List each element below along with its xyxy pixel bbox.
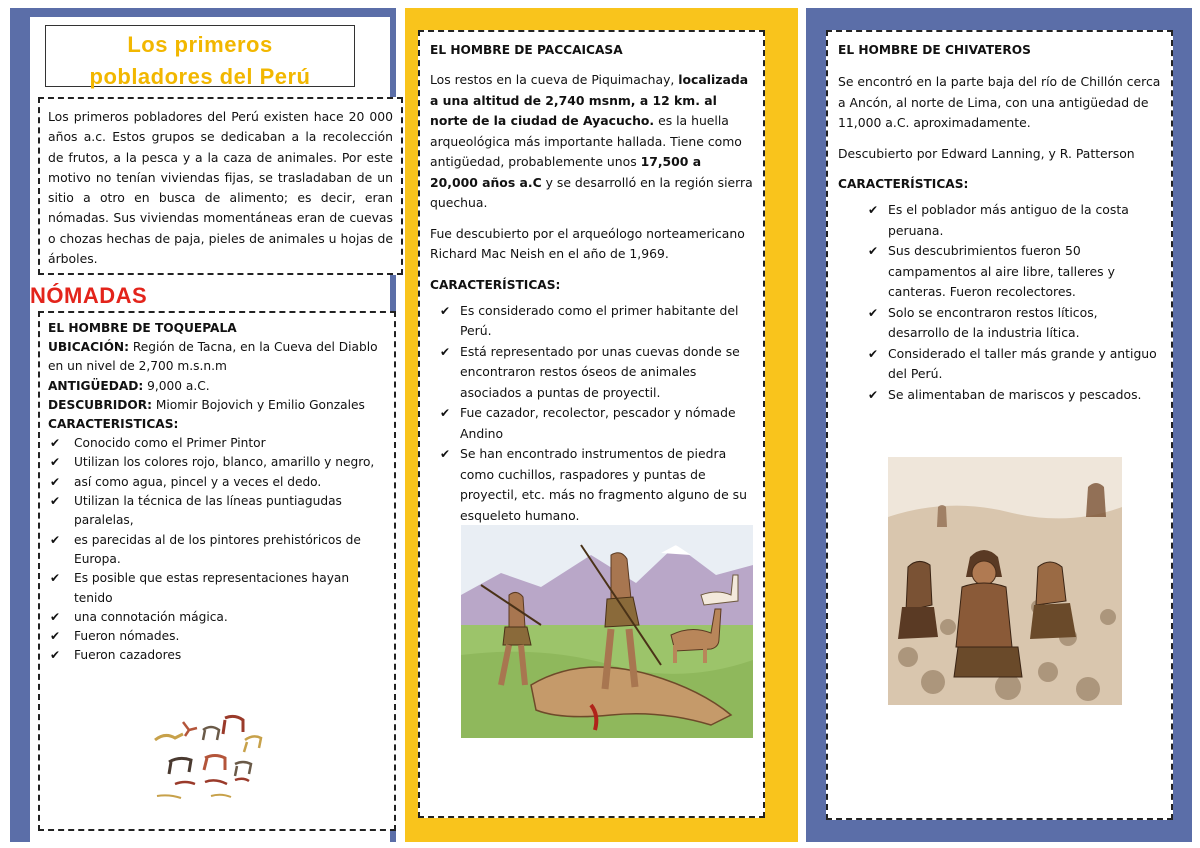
toquepala-descubridor: DESCUBRIDOR: Miomir Bojovich y Emilio Gonzales bbox=[48, 397, 365, 412]
check-icon: ✔ bbox=[50, 455, 61, 470]
stone-workshop-illustration bbox=[888, 457, 1122, 705]
paccaicasa-paragraph-1: Los restos en la cueva de Piquimachay, localizada a una altitud de 2,740 msnm, a 12 km. al norte de la ciudad de Ayacucho. es la huella arqueológica más importante hallada. Tiene como antigüedad, probablemente unos 17,500 a 20,000 años a.C y se desarrolló en la región sierra quechua. bbox=[430, 72, 753, 210]
toquepala-caracteristicas-label: CARACTERISTICAS: bbox=[48, 417, 179, 432]
list-item: ✔ Considerado el taller más grande y antiguo del Perú. bbox=[868, 345, 1157, 381]
toquepala-ubicacion-cont: en un nivel de 2,700 m.s.n.m bbox=[48, 359, 227, 374]
toquepala-characteristics-list bbox=[48, 434, 386, 666]
list-item: ✔ Fue cazador, recolector, pescador y nómade Andino bbox=[440, 405, 736, 441]
chivateros-characteristics-list bbox=[858, 200, 1161, 405]
check-icon: ✔ bbox=[868, 203, 879, 217]
brochure-title-box bbox=[45, 25, 355, 87]
chivateros-title: EL HOMBRE DE CHIVATEROS bbox=[838, 43, 1031, 57]
list-item: ✔ Es el poblador más antiguo de la costa peruana. bbox=[868, 202, 1129, 238]
hunters-illustration bbox=[461, 525, 753, 738]
list-item: ✔ una connotación mágica. bbox=[48, 608, 386, 627]
brochure-title-line-1: Los primeros bbox=[127, 32, 273, 57]
chivateros-paragraph-2: Descubierto por Edward Lanning, y R. Patterson bbox=[838, 145, 1135, 161]
intro-box bbox=[38, 97, 403, 275]
intro-text: Los primeros pobladores del Perú existen hace 20 000 años a.c. Estos grupos se dedicaban a la recolección de frutos, a la pesca y a la caza de animales. Por este motivo no tenían viviendas fijas, se trasladaban de un sitio a otro en busca de alimento; es decir, eran nómadas. Sus viviendas momentáneas eran de cuevas o chozas hechas de paja, pieles de animales u hojas de árboles. bbox=[48, 109, 393, 267]
list-item: ✔ Solo se encontraron restos líticos, desarrollo de la industria lítica. bbox=[868, 304, 1098, 340]
check-icon: ✔ bbox=[50, 629, 61, 644]
paccaicasa-paragraph-2: Fue descubierto por el arqueólogo norteamericano Richard Mac Neish en el año de 1,969. bbox=[430, 225, 745, 261]
toquepala-ubicacion: UBICACIÓN: Región de Tacna, en la Cueva del Diablo bbox=[48, 340, 378, 354]
check-icon: ✔ bbox=[50, 532, 61, 547]
paccaicasa-characteristics-list bbox=[430, 301, 753, 527]
list-item: ✔ Utilizan la técnica de las líneas puntiagudas paralelas, bbox=[50, 494, 342, 528]
check-icon: ✔ bbox=[868, 346, 879, 361]
list-item: ✔ Es considerado como el primer habitante del Perú. bbox=[440, 302, 739, 338]
check-icon: ✔ bbox=[440, 303, 451, 318]
cave-painting-illustration bbox=[145, 700, 275, 808]
check-icon: ✔ bbox=[868, 305, 879, 320]
toquepala-title: EL HOMBRE DE TOQUEPALA bbox=[48, 321, 237, 335]
paccaicasa-caracteristicas-label: CARACTERÍSTICAS: bbox=[430, 277, 561, 292]
nomadas-heading: NÓMADAS bbox=[30, 283, 148, 308]
toquepala-antiguedad: ANTIGÜEDAD: 9,000 a.C. bbox=[48, 378, 210, 393]
list-item: ✔ Utilizan los colores rojo, blanco, amarillo y negro, bbox=[48, 453, 386, 472]
list-item: ✔ Fueron nómades. bbox=[48, 627, 386, 646]
list-item: ✔ Se han encontrado instrumentos de piedra como cuchillos, raspadores y puntas de proyectil, etc. más no fragmento alguno de su esqueleto humano. bbox=[440, 446, 747, 523]
check-icon: ✔ bbox=[868, 244, 879, 258]
list-item: ✔ así como agua, pincel y a veces el dedo. bbox=[48, 473, 386, 492]
check-icon: ✔ bbox=[868, 387, 879, 402]
check-icon: ✔ bbox=[440, 406, 451, 420]
brochure-title-line-2: pobladores del Perú bbox=[89, 64, 311, 89]
check-icon: ✔ bbox=[440, 447, 451, 461]
list-item: ✔ Sus descubrimientos fueron 50 campamentos al aire libre, talleres y canteras. Fueron recolectores. bbox=[868, 243, 1115, 299]
list-item: ✔ Conocido como el Primer Pintor bbox=[48, 434, 386, 453]
chivateros-caracteristicas-label: CARACTERÍSTICAS: bbox=[838, 177, 969, 191]
check-icon: ✔ bbox=[50, 436, 61, 451]
list-item: ✔ Se alimentaban de mariscos y pescados. bbox=[858, 385, 1161, 406]
list-item: ✔ Está representado por unas cuevas donde se encontraron restos óseos de animales asociados a puntas de proyectil. bbox=[440, 343, 740, 400]
list-item: ✔ es parecidas al de los pintores prehistóricos de Europa. bbox=[50, 532, 361, 566]
check-icon: ✔ bbox=[440, 344, 451, 359]
check-icon: ✔ bbox=[50, 474, 61, 489]
check-icon: ✔ bbox=[50, 609, 61, 624]
check-icon: ✔ bbox=[50, 494, 61, 509]
list-item: ✔ Fueron cazadores bbox=[48, 646, 386, 665]
paccaicasa-title: EL HOMBRE DE PACCAICASA bbox=[430, 43, 623, 57]
list-item: ✔ Es posible que estas representaciones hayan tenido bbox=[50, 571, 350, 605]
check-icon: ✔ bbox=[50, 571, 61, 586]
chivateros-paragraph-1: Se encontró en la parte baja del río de Chillón cerca a Ancón, al norte de Lima, con una antigüedad de 11,000 a.C. aproximadamente. bbox=[838, 74, 1161, 130]
check-icon: ✔ bbox=[50, 648, 61, 663]
